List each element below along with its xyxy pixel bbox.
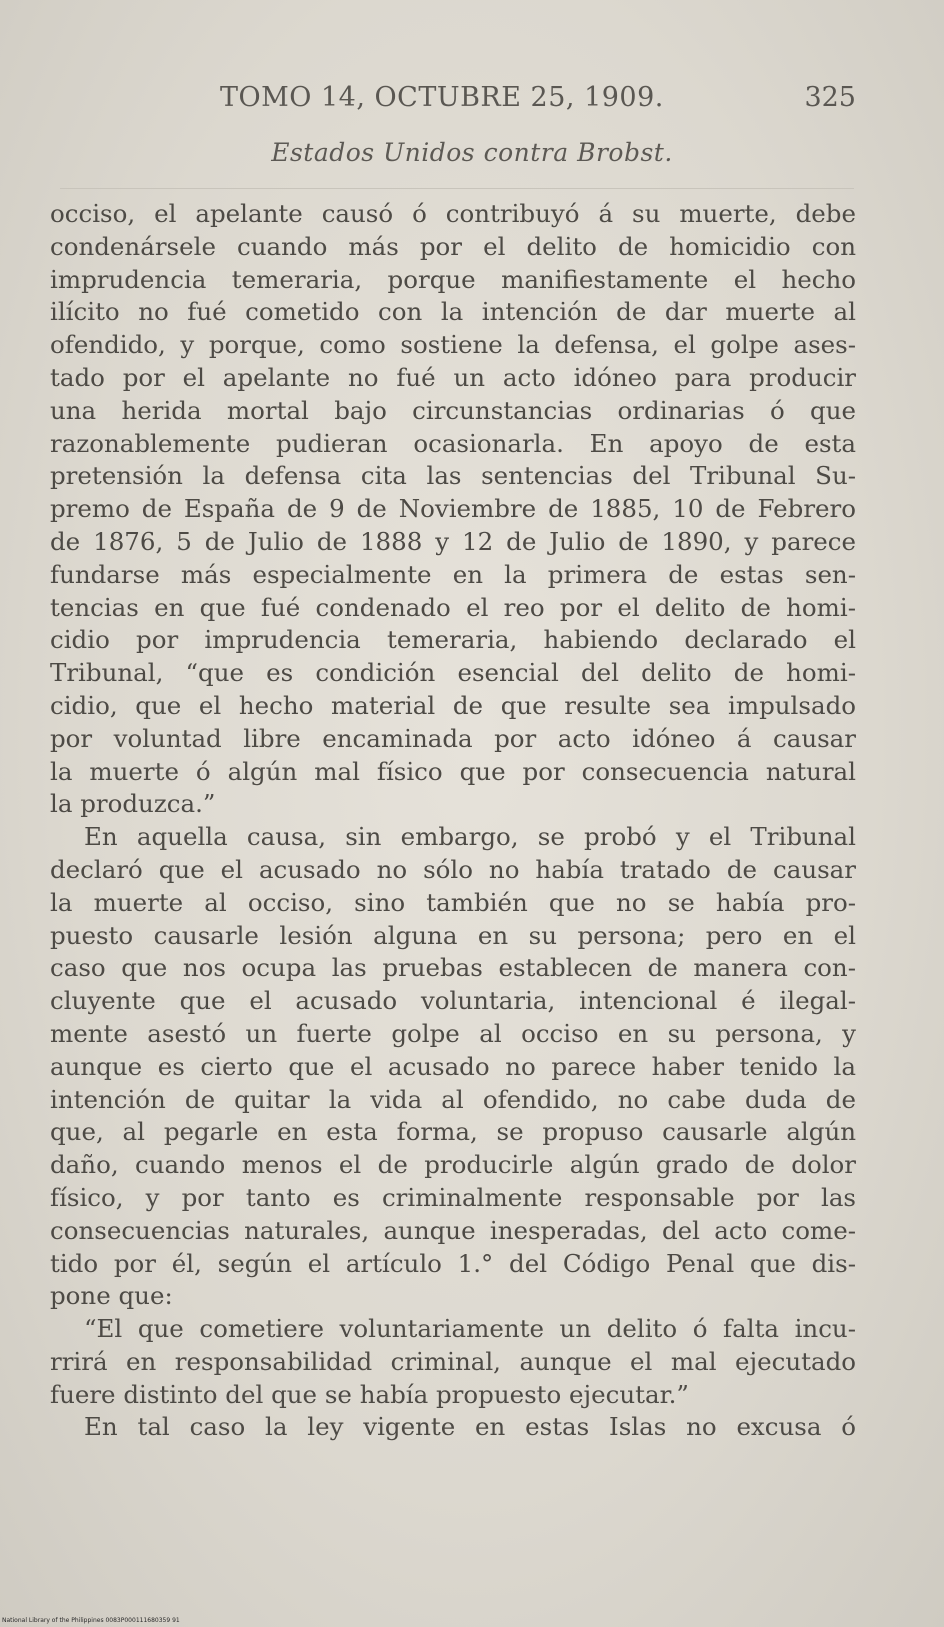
text-line: fuere distinto del que se había propuesto ejecutar.”: [50, 1379, 689, 1409]
text-line: la muerte al occiso, sino también que no se había pro-: [50, 887, 856, 917]
text-line: tido por él, según el artículo 1.° del Código Penal que dis-: [50, 1248, 856, 1278]
text-line: premo de España de 9 de Noviembre de 1885, 10 de Febrero: [50, 494, 856, 524]
text-line: de 1876, 5 de Julio de 1888 y 12 de Julio de 1890, y parece: [50, 526, 856, 556]
text-line: razonablemente pudieran ocasionarla. En apoyo de esta: [50, 428, 856, 458]
quoted-article: [50, 1313, 856, 1411]
page-number: 325: [804, 82, 856, 113]
text-line: En tal caso la ley vigente en estas Islas no excusa ó: [84, 1412, 856, 1442]
text-line: cluyente que el acusado voluntaria, intencional é ilegal-: [50, 986, 856, 1016]
paragraph-3: [50, 1411, 856, 1444]
text-line: consecuencias naturales, aunque inesperadas, del acto come-: [50, 1215, 856, 1245]
text-line: daño, cuando menos el de producirle algún grado de dolor: [50, 1150, 856, 1180]
text-line: “El que cometiere voluntariamente un delito ó falta incu-: [84, 1314, 856, 1344]
text-line: la produzca.”: [50, 789, 216, 819]
text-line: aunque es cierto que el acusado no parece haber tenido la: [50, 1051, 856, 1081]
text-line: puesto causarle lesión alguna en su persona; pero en el: [50, 920, 856, 950]
running-head: [50, 82, 856, 122]
text-line: tado por el apelante no fué un acto idóneo para producir: [50, 362, 856, 392]
text-line: Tribunal, “que es condición esencial del delito de homi-: [50, 658, 856, 688]
text-line: la muerte ó algún mal físico que por consecuencia natural: [50, 756, 856, 786]
text-line: mente asestó un fuerte golpe al occiso en su persona, y: [50, 1018, 856, 1048]
paragraph-2: [50, 821, 856, 1313]
text-line: pone que:: [50, 1281, 173, 1311]
text-line: por voluntad libre encaminada por acto idóneo á causar: [50, 723, 856, 753]
body-text: [50, 198, 856, 1444]
text-line: que, al pegarle en esta forma, se propuso causarle algún: [50, 1117, 856, 1147]
case-title: Estados Unidos contra Brobst.: [271, 138, 673, 167]
text-line: tencias en que fué condenado el reo por el delito de homi-: [50, 592, 856, 622]
text-line: pretensión la defensa cita las sentencias del Tribunal Su-: [50, 461, 856, 491]
text-line: ofendido, y porque, como sostiene la defensa, el golpe ases-: [50, 330, 856, 360]
text-line: declaró que el acusado no sólo no había tratado de causar: [50, 854, 856, 884]
paragraph-1: [50, 198, 856, 821]
text-line: cidio por imprudencia temeraria, habiendo declarado el: [50, 625, 856, 655]
text-line: caso que nos ocupa las pruebas establecen de manera con-: [50, 953, 856, 983]
text-line: En aquella causa, sin embargo, se probó y el Tribunal: [84, 822, 856, 852]
text-line: occiso, el apelante causó ó contribuyó á su muerte, debe: [50, 199, 856, 228]
text-line: condenársele cuando más por el delito de homicidio con: [50, 231, 856, 261]
text-line: imprudencia temeraria, porque manifiestamente el hecho: [50, 264, 856, 294]
text-line: cidio, que el hecho material de que resulte sea impulsado: [50, 690, 856, 720]
scan-footer: National Library of the Philippines 0083P000111680359 91: [2, 1617, 180, 1624]
text-line: físico, y por tanto es criminalmente responsable por las: [50, 1182, 856, 1212]
volume-date-heading: TOMO 14, OCTUBRE 25, 1909.: [220, 82, 664, 113]
text-line: intención de quitar la vida al ofendido, no cabe duda de: [50, 1084, 856, 1114]
text-line: ilícito no fué cometido con la intención de dar muerte al: [50, 297, 856, 327]
text-line: rrirá en responsabilidad criminal, aunque el mal ejecutado: [50, 1346, 856, 1376]
text-line: una herida mortal bajo circunstancias ordinarias ó que: [50, 395, 856, 425]
header-divider: [60, 188, 854, 189]
text-line: fundarse más especialmente en la primera de estas sen-: [50, 559, 856, 589]
